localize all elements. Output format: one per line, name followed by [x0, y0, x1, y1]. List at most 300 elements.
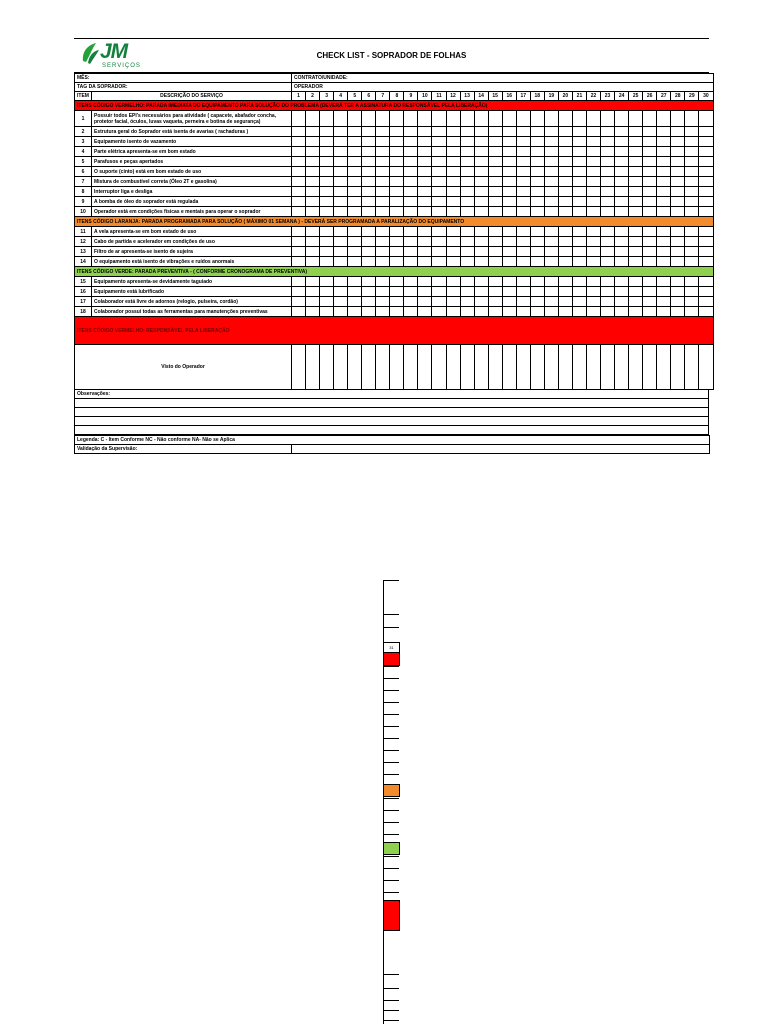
- check-cell[interactable]: [432, 207, 446, 217]
- check-cell[interactable]: [615, 227, 629, 237]
- check-cell[interactable]: [306, 147, 320, 157]
- check-cell[interactable]: [643, 167, 657, 177]
- check-cell[interactable]: [474, 197, 488, 207]
- check-cell[interactable]: [685, 167, 699, 177]
- check-cell[interactable]: [432, 147, 446, 157]
- check-cell[interactable]: [488, 177, 502, 187]
- check-cell[interactable]: [460, 147, 474, 157]
- check-cell[interactable]: [474, 277, 488, 287]
- check-cell[interactable]: [699, 237, 713, 247]
- check-cell[interactable]: [657, 167, 671, 177]
- check-cell[interactable]: [516, 147, 530, 157]
- check-cell[interactable]: [502, 277, 516, 287]
- check-cell[interactable]: [348, 307, 362, 317]
- check-cell[interactable]: [502, 237, 516, 247]
- check-cell[interactable]: [446, 127, 460, 137]
- check-cell[interactable]: [516, 237, 530, 247]
- check-cell[interactable]: [572, 137, 586, 147]
- signature-cell[interactable]: [404, 345, 418, 390]
- check-cell[interactable]: [334, 297, 348, 307]
- check-cell[interactable]: [629, 157, 643, 167]
- check-cell[interactable]: [474, 297, 488, 307]
- check-cell[interactable]: [320, 167, 334, 177]
- check-cell[interactable]: [418, 247, 432, 257]
- check-cell[interactable]: [390, 147, 404, 157]
- check-cell[interactable]: [418, 277, 432, 287]
- check-cell[interactable]: [488, 111, 502, 127]
- check-cell[interactable]: [699, 157, 713, 167]
- check-cell[interactable]: [629, 207, 643, 217]
- check-cell[interactable]: [544, 111, 558, 127]
- check-cell[interactable]: [671, 287, 685, 297]
- check-cell[interactable]: [488, 257, 502, 267]
- check-cell[interactable]: [530, 287, 544, 297]
- check-cell[interactable]: [292, 137, 306, 147]
- check-cell[interactable]: [320, 177, 334, 187]
- check-cell[interactable]: [699, 297, 713, 307]
- check-cell[interactable]: [671, 137, 685, 147]
- check-cell[interactable]: [544, 187, 558, 197]
- check-cell[interactable]: [432, 277, 446, 287]
- check-cell[interactable]: [348, 247, 362, 257]
- check-cell[interactable]: [629, 297, 643, 307]
- check-cell[interactable]: [671, 147, 685, 157]
- check-cell[interactable]: [544, 127, 558, 137]
- signature-cell[interactable]: [657, 345, 671, 390]
- check-cell[interactable]: [446, 257, 460, 267]
- check-cell[interactable]: [404, 147, 418, 157]
- check-cell[interactable]: [502, 197, 516, 207]
- check-cell[interactable]: [502, 127, 516, 137]
- check-cell[interactable]: [362, 227, 376, 237]
- check-cell[interactable]: [474, 137, 488, 147]
- check-cell[interactable]: [586, 111, 600, 127]
- check-cell[interactable]: [418, 197, 432, 207]
- check-cell[interactable]: [671, 297, 685, 307]
- check-cell[interactable]: [292, 287, 306, 297]
- check-cell[interactable]: [376, 111, 390, 127]
- check-cell[interactable]: [418, 157, 432, 167]
- check-cell[interactable]: [615, 297, 629, 307]
- check-cell[interactable]: [292, 157, 306, 167]
- check-cell[interactable]: [404, 207, 418, 217]
- check-cell[interactable]: [643, 187, 657, 197]
- check-cell[interactable]: [572, 277, 586, 287]
- signature-cell[interactable]: [699, 345, 713, 390]
- check-cell[interactable]: [390, 197, 404, 207]
- check-cell[interactable]: [615, 287, 629, 297]
- check-cell[interactable]: [558, 207, 572, 217]
- check-cell[interactable]: [348, 207, 362, 217]
- check-cell[interactable]: [320, 187, 334, 197]
- check-cell[interactable]: [418, 257, 432, 267]
- check-cell[interactable]: [502, 307, 516, 317]
- check-cell[interactable]: [643, 237, 657, 247]
- check-cell[interactable]: [685, 177, 699, 187]
- check-cell[interactable]: [558, 137, 572, 147]
- check-cell[interactable]: [418, 147, 432, 157]
- check-cell[interactable]: [572, 147, 586, 157]
- check-cell[interactable]: [544, 177, 558, 187]
- check-cell[interactable]: [558, 167, 572, 177]
- check-cell[interactable]: [320, 127, 334, 137]
- check-cell[interactable]: [362, 297, 376, 307]
- check-cell[interactable]: [334, 207, 348, 217]
- check-cell[interactable]: [558, 297, 572, 307]
- check-cell[interactable]: [376, 307, 390, 317]
- check-cell[interactable]: [460, 167, 474, 177]
- check-cell[interactable]: [657, 137, 671, 147]
- check-cell[interactable]: [292, 167, 306, 177]
- check-cell[interactable]: [404, 297, 418, 307]
- check-cell[interactable]: [657, 197, 671, 207]
- check-cell[interactable]: [544, 157, 558, 167]
- check-cell[interactable]: [460, 277, 474, 287]
- check-cell[interactable]: [615, 177, 629, 187]
- check-cell[interactable]: [502, 137, 516, 147]
- check-cell[interactable]: [572, 111, 586, 127]
- check-cell[interactable]: [432, 307, 446, 317]
- check-cell[interactable]: [502, 297, 516, 307]
- check-cell[interactable]: [460, 187, 474, 197]
- check-cell[interactable]: [629, 227, 643, 237]
- signature-cell[interactable]: [460, 345, 474, 390]
- check-cell[interactable]: [572, 177, 586, 187]
- check-cell[interactable]: [474, 227, 488, 237]
- check-cell[interactable]: [376, 257, 390, 267]
- check-cell[interactable]: [390, 137, 404, 147]
- check-cell[interactable]: [418, 111, 432, 127]
- check-cell[interactable]: [306, 277, 320, 287]
- check-cell[interactable]: [446, 111, 460, 127]
- signature-cell[interactable]: [586, 345, 600, 390]
- check-cell[interactable]: [446, 227, 460, 237]
- check-cell[interactable]: [418, 307, 432, 317]
- check-cell[interactable]: [544, 257, 558, 267]
- check-cell[interactable]: [502, 177, 516, 187]
- check-cell[interactable]: [404, 247, 418, 257]
- check-cell[interactable]: [685, 307, 699, 317]
- observations-line[interactable]: [75, 426, 708, 435]
- check-cell[interactable]: [601, 247, 615, 257]
- check-cell[interactable]: [643, 157, 657, 167]
- check-cell[interactable]: [601, 307, 615, 317]
- check-cell[interactable]: [502, 187, 516, 197]
- check-cell[interactable]: [348, 111, 362, 127]
- check-cell[interactable]: [657, 127, 671, 137]
- check-cell[interactable]: [474, 111, 488, 127]
- check-cell[interactable]: [502, 257, 516, 267]
- signature-cell[interactable]: [558, 345, 572, 390]
- check-cell[interactable]: [348, 297, 362, 307]
- check-cell[interactable]: [446, 287, 460, 297]
- check-cell[interactable]: [558, 187, 572, 197]
- check-cell[interactable]: [699, 111, 713, 127]
- check-cell[interactable]: [292, 197, 306, 207]
- check-cell[interactable]: [629, 287, 643, 297]
- check-cell[interactable]: [404, 287, 418, 297]
- check-cell[interactable]: [376, 227, 390, 237]
- check-cell[interactable]: [474, 247, 488, 257]
- check-cell[interactable]: [306, 297, 320, 307]
- check-cell[interactable]: [530, 207, 544, 217]
- check-cell[interactable]: [671, 247, 685, 257]
- check-cell[interactable]: [306, 167, 320, 177]
- check-cell[interactable]: [362, 307, 376, 317]
- check-cell[interactable]: [530, 247, 544, 257]
- check-cell[interactable]: [390, 127, 404, 137]
- check-cell[interactable]: [292, 257, 306, 267]
- check-cell[interactable]: [558, 177, 572, 187]
- check-cell[interactable]: [418, 177, 432, 187]
- check-cell[interactable]: [376, 197, 390, 207]
- signature-cell[interactable]: [334, 345, 348, 390]
- check-cell[interactable]: [404, 167, 418, 177]
- check-cell[interactable]: [362, 237, 376, 247]
- check-cell[interactable]: [685, 227, 699, 237]
- check-cell[interactable]: [334, 307, 348, 317]
- check-cell[interactable]: [488, 157, 502, 167]
- check-cell[interactable]: [586, 297, 600, 307]
- check-cell[interactable]: [460, 257, 474, 267]
- check-cell[interactable]: [306, 287, 320, 297]
- check-cell[interactable]: [376, 147, 390, 157]
- check-cell[interactable]: [334, 227, 348, 237]
- check-cell[interactable]: [615, 307, 629, 317]
- check-cell[interactable]: [572, 287, 586, 297]
- check-cell[interactable]: [629, 147, 643, 157]
- check-cell[interactable]: [572, 247, 586, 257]
- check-cell[interactable]: [601, 227, 615, 237]
- check-cell[interactable]: [404, 257, 418, 267]
- check-cell[interactable]: [629, 257, 643, 267]
- check-cell[interactable]: [334, 127, 348, 137]
- check-cell[interactable]: [558, 257, 572, 267]
- check-cell[interactable]: [530, 197, 544, 207]
- check-cell[interactable]: [348, 157, 362, 167]
- check-cell[interactable]: [404, 137, 418, 147]
- check-cell[interactable]: [643, 197, 657, 207]
- check-cell[interactable]: [558, 227, 572, 237]
- check-cell[interactable]: [586, 227, 600, 237]
- check-cell[interactable]: [657, 111, 671, 127]
- check-cell[interactable]: [671, 207, 685, 217]
- check-cell[interactable]: [544, 167, 558, 177]
- check-cell[interactable]: [446, 307, 460, 317]
- check-cell[interactable]: [334, 111, 348, 127]
- check-cell[interactable]: [685, 111, 699, 127]
- check-cell[interactable]: [544, 297, 558, 307]
- check-cell[interactable]: [685, 247, 699, 257]
- check-cell[interactable]: [502, 207, 516, 217]
- check-cell[interactable]: [544, 137, 558, 147]
- check-cell[interactable]: [601, 277, 615, 287]
- check-cell[interactable]: [306, 127, 320, 137]
- check-cell[interactable]: [572, 127, 586, 137]
- check-cell[interactable]: [460, 237, 474, 247]
- check-cell[interactable]: [643, 297, 657, 307]
- check-cell[interactable]: [615, 111, 629, 127]
- check-cell[interactable]: [320, 111, 334, 127]
- check-cell[interactable]: [544, 277, 558, 287]
- check-cell[interactable]: [558, 237, 572, 247]
- check-cell[interactable]: [460, 287, 474, 297]
- check-cell[interactable]: [558, 287, 572, 297]
- check-cell[interactable]: [306, 157, 320, 167]
- check-cell[interactable]: [516, 187, 530, 197]
- check-cell[interactable]: [418, 137, 432, 147]
- check-cell[interactable]: [657, 187, 671, 197]
- check-cell[interactable]: [418, 227, 432, 237]
- check-cell[interactable]: [530, 127, 544, 137]
- check-cell[interactable]: [685, 127, 699, 137]
- check-cell[interactable]: [671, 177, 685, 187]
- check-cell[interactable]: [572, 227, 586, 237]
- check-cell[interactable]: [615, 197, 629, 207]
- check-cell[interactable]: [544, 147, 558, 157]
- check-cell[interactable]: [558, 247, 572, 257]
- check-cell[interactable]: [601, 177, 615, 187]
- check-cell[interactable]: [502, 111, 516, 127]
- check-cell[interactable]: [699, 227, 713, 237]
- check-cell[interactable]: [474, 167, 488, 177]
- check-cell[interactable]: [474, 187, 488, 197]
- check-cell[interactable]: [516, 197, 530, 207]
- signature-cell[interactable]: [572, 345, 586, 390]
- signature-cell[interactable]: [376, 345, 390, 390]
- signature-cell[interactable]: [320, 345, 334, 390]
- check-cell[interactable]: [460, 177, 474, 187]
- check-cell[interactable]: [558, 147, 572, 157]
- signature-cell[interactable]: [446, 345, 460, 390]
- check-cell[interactable]: [362, 257, 376, 267]
- check-cell[interactable]: [306, 197, 320, 207]
- check-cell[interactable]: [643, 247, 657, 257]
- check-cell[interactable]: [320, 287, 334, 297]
- check-cell[interactable]: [418, 127, 432, 137]
- check-cell[interactable]: [601, 287, 615, 297]
- signature-cell[interactable]: [502, 345, 516, 390]
- check-cell[interactable]: [685, 277, 699, 287]
- check-cell[interactable]: [516, 277, 530, 287]
- check-cell[interactable]: [376, 277, 390, 287]
- check-cell[interactable]: [516, 257, 530, 267]
- check-cell[interactable]: [572, 157, 586, 167]
- check-cell[interactable]: [306, 207, 320, 217]
- check-cell[interactable]: [376, 237, 390, 247]
- check-cell[interactable]: [586, 177, 600, 187]
- check-cell[interactable]: [404, 277, 418, 287]
- observations-line[interactable]: [75, 408, 708, 417]
- check-cell[interactable]: [390, 297, 404, 307]
- check-cell[interactable]: [334, 257, 348, 267]
- check-cell[interactable]: [643, 147, 657, 157]
- check-cell[interactable]: [530, 187, 544, 197]
- check-cell[interactable]: [699, 187, 713, 197]
- check-cell[interactable]: [460, 197, 474, 207]
- check-cell[interactable]: [516, 207, 530, 217]
- check-cell[interactable]: [572, 197, 586, 207]
- observations-line[interactable]: [75, 399, 708, 408]
- check-cell[interactable]: [558, 307, 572, 317]
- check-cell[interactable]: [586, 167, 600, 177]
- check-cell[interactable]: [348, 137, 362, 147]
- check-cell[interactable]: [629, 187, 643, 197]
- check-cell[interactable]: [699, 137, 713, 147]
- signature-cell[interactable]: [362, 345, 376, 390]
- check-cell[interactable]: [348, 147, 362, 157]
- check-cell[interactable]: [699, 247, 713, 257]
- check-cell[interactable]: [657, 227, 671, 237]
- check-cell[interactable]: [643, 111, 657, 127]
- check-cell[interactable]: [615, 257, 629, 267]
- check-cell[interactable]: [460, 207, 474, 217]
- check-cell[interactable]: [460, 111, 474, 127]
- check-cell[interactable]: [586, 247, 600, 257]
- check-cell[interactable]: [643, 127, 657, 137]
- check-cell[interactable]: [643, 277, 657, 287]
- check-cell[interactable]: [671, 237, 685, 247]
- check-cell[interactable]: [572, 167, 586, 177]
- check-cell[interactable]: [404, 187, 418, 197]
- signature-cell[interactable]: [615, 345, 629, 390]
- check-cell[interactable]: [348, 237, 362, 247]
- check-cell[interactable]: [320, 247, 334, 257]
- check-cell[interactable]: [348, 177, 362, 187]
- check-cell[interactable]: [629, 277, 643, 287]
- check-cell[interactable]: [376, 167, 390, 177]
- check-cell[interactable]: [334, 137, 348, 147]
- check-cell[interactable]: [671, 227, 685, 237]
- check-cell[interactable]: [334, 177, 348, 187]
- check-cell[interactable]: [586, 207, 600, 217]
- check-cell[interactable]: [558, 157, 572, 167]
- check-cell[interactable]: [432, 177, 446, 187]
- check-cell[interactable]: [334, 287, 348, 297]
- check-cell[interactable]: [657, 247, 671, 257]
- check-cell[interactable]: [572, 297, 586, 307]
- check-cell[interactable]: [306, 237, 320, 247]
- check-cell[interactable]: [643, 227, 657, 237]
- check-cell[interactable]: [292, 247, 306, 257]
- check-cell[interactable]: [685, 187, 699, 197]
- check-cell[interactable]: [586, 197, 600, 207]
- signature-cell[interactable]: [488, 345, 502, 390]
- check-cell[interactable]: [446, 157, 460, 167]
- check-cell[interactable]: [572, 237, 586, 247]
- check-cell[interactable]: [629, 307, 643, 317]
- check-cell[interactable]: [601, 127, 615, 137]
- check-cell[interactable]: [334, 187, 348, 197]
- check-cell[interactable]: [362, 157, 376, 167]
- check-cell[interactable]: [418, 187, 432, 197]
- check-cell[interactable]: [348, 277, 362, 287]
- check-cell[interactable]: [586, 137, 600, 147]
- check-cell[interactable]: [390, 257, 404, 267]
- signature-cell[interactable]: [292, 345, 306, 390]
- check-cell[interactable]: [530, 177, 544, 187]
- check-cell[interactable]: [699, 147, 713, 157]
- check-cell[interactable]: [601, 187, 615, 197]
- check-cell[interactable]: [474, 177, 488, 187]
- check-cell[interactable]: [320, 197, 334, 207]
- check-cell[interactable]: [629, 237, 643, 247]
- check-cell[interactable]: [418, 297, 432, 307]
- check-cell[interactable]: [516, 177, 530, 187]
- check-cell[interactable]: [432, 137, 446, 147]
- check-cell[interactable]: [657, 277, 671, 287]
- check-cell[interactable]: [558, 197, 572, 207]
